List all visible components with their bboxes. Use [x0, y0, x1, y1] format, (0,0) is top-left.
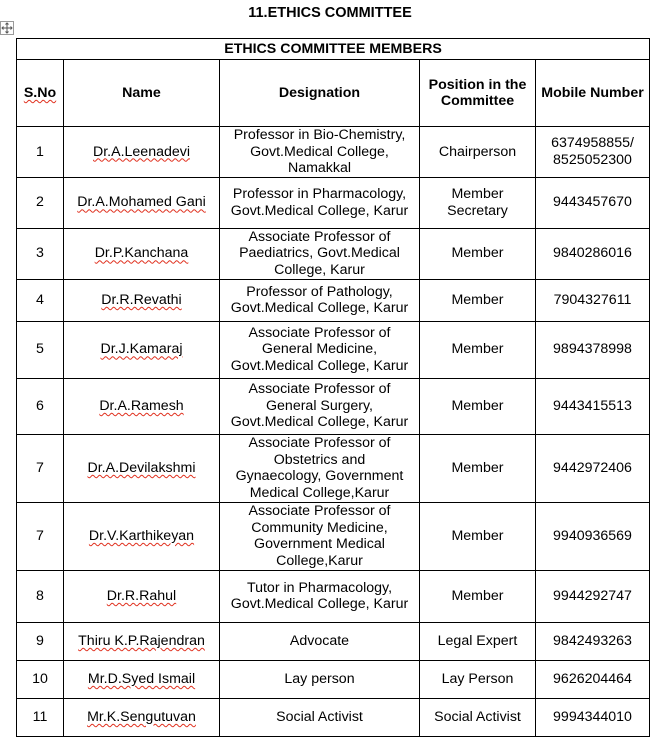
- header-mobile: Mobile Number: [536, 60, 650, 127]
- mobile-cell-line: 9944292747: [553, 587, 632, 604]
- position-cell-line: Member: [451, 587, 504, 604]
- mobile-cell-line: 9842493263: [553, 632, 632, 649]
- mobile-cell: [536, 378, 650, 434]
- designation-cell-line: College,Karur: [276, 552, 363, 569]
- table-caption: ETHICS COMMITTEE MEMBERS: [17, 39, 650, 60]
- mobile-cell-line: 9894378998: [553, 341, 632, 358]
- member-name: Dr.A.Leenadevi: [92, 143, 190, 160]
- mobile-cell-line: 6374958855/: [551, 135, 634, 152]
- position-cell-line: Member: [451, 186, 504, 202]
- position-cell-line: Member: [451, 291, 504, 308]
- designation-cell-line: Government Medical: [254, 536, 385, 552]
- mobile-cell: [536, 622, 650, 660]
- sno-cell: 7: [17, 502, 64, 570]
- sno-cell: 1: [17, 127, 64, 178]
- designation-cell: [220, 279, 420, 321]
- name-cell: [64, 177, 220, 228]
- mobile-cell: [536, 127, 650, 178]
- designation-cell-line: Govt.Medical College,: [250, 143, 389, 160]
- member-name: Dr.P.Kanchana: [94, 245, 189, 262]
- designation-cell-line: Medical College,Karur: [249, 484, 390, 501]
- designation-cell-line: Govt.Medical College, Karur: [230, 414, 409, 431]
- designation-cell-line: Gynaecology, Government: [235, 468, 404, 484]
- table-row: [17, 228, 650, 279]
- table-row: [17, 660, 650, 698]
- designation-cell: [220, 177, 420, 228]
- designation-cell-line: Professor of Pathology,: [246, 283, 393, 300]
- sno-cell: 10: [17, 660, 64, 698]
- sno-cell: 11: [17, 698, 64, 736]
- position-cell-line: Legal Expert: [437, 632, 518, 649]
- designation-cell-line: General Medicine,: [261, 341, 378, 358]
- position-cell-line: Social Activist: [434, 708, 521, 725]
- position-cell: [420, 177, 536, 228]
- designation-cell-line: Associate Professor of: [248, 324, 391, 341]
- name-cell: [64, 570, 220, 622]
- header-designation: Designation: [220, 60, 420, 127]
- table-row: [17, 127, 650, 178]
- sno-cell: 8: [17, 570, 64, 622]
- name-cell: [64, 321, 220, 378]
- ethics-committee-table: [16, 38, 650, 737]
- mobile-cell-line: 9442972406: [553, 459, 632, 476]
- table-row: [17, 502, 650, 570]
- mobile-cell: [536, 321, 650, 378]
- name-cell: [64, 378, 220, 434]
- table-row: [17, 279, 650, 321]
- mobile-cell-line: 9940936569: [553, 527, 632, 544]
- position-cell-line: Member: [451, 245, 504, 262]
- position-cell: [420, 279, 536, 321]
- mobile-cell: [536, 434, 650, 502]
- sno-cell: 4: [17, 279, 64, 321]
- position-cell: [420, 378, 536, 434]
- position-cell-line: Chairperson: [438, 143, 517, 160]
- position-cell: [420, 698, 536, 736]
- mobile-cell-line: 7904327611: [553, 291, 632, 308]
- header-name: Name: [64, 60, 220, 127]
- designation-cell: [220, 698, 420, 736]
- name-cell: [64, 660, 220, 698]
- designation-cell: [220, 660, 420, 698]
- name-cell: [64, 434, 220, 502]
- position-cell-line: Member: [451, 459, 504, 476]
- table-row: [17, 698, 650, 736]
- member-name: Dr.R.Revathi: [101, 291, 182, 308]
- mobile-cell: [536, 279, 650, 321]
- position-cell-line: Lay Person: [441, 670, 514, 687]
- designation-cell-line: Paediatrics, Govt.Medical: [239, 245, 400, 262]
- member-name: Dr.A.Ramesh: [99, 397, 184, 414]
- table-row: [17, 321, 650, 378]
- designation-cell-line: Tutor in Pharmacology,: [246, 579, 393, 596]
- position-cell: [420, 127, 536, 178]
- document-title: 11.ETHICS COMMITTEE: [248, 5, 412, 21]
- designation-cell-line: Community Medicine,: [251, 519, 388, 536]
- member-name: Dr.A.Mohamed Gani: [77, 194, 206, 211]
- mobile-cell: [536, 177, 650, 228]
- table-row: [17, 434, 650, 502]
- designation-cell: [220, 434, 420, 502]
- designation-cell-line: Social Activist: [276, 708, 363, 725]
- designation-cell-line: Govt.Medical College, Karur: [230, 202, 409, 219]
- position-cell: [420, 660, 536, 698]
- position-cell: [420, 502, 536, 570]
- designation-cell: [220, 570, 420, 622]
- mobile-cell: [536, 698, 650, 736]
- position-cell-line: Member: [451, 341, 504, 358]
- designation-cell-line: Associate Professor of: [248, 503, 391, 519]
- member-name: Mr.D.Syed Ismail: [87, 670, 196, 687]
- sno-cell: 7: [17, 434, 64, 502]
- member-name: Dr.R.Rahul: [106, 587, 177, 604]
- sno-cell: 9: [17, 622, 64, 660]
- mobile-cell-line: 9994344010: [553, 708, 632, 725]
- position-cell: [420, 434, 536, 502]
- name-cell: [64, 228, 220, 279]
- designation-cell-line: Professor in Bio-Chemistry,: [233, 127, 406, 143]
- table-row: [17, 378, 650, 434]
- move-icon[interactable]: [0, 21, 14, 35]
- table-row: [17, 570, 650, 622]
- header-position: Position in the Committee: [420, 60, 536, 127]
- sno-cell: 6: [17, 378, 64, 434]
- designation-cell-line: Obstetrics and: [273, 451, 366, 468]
- designation-cell-line: College, Karur: [274, 261, 365, 278]
- mobile-cell: [536, 228, 650, 279]
- designation-cell-line: Associate Professor of: [248, 228, 391, 245]
- table-row: [17, 622, 650, 660]
- designation-cell-line: Govt.Medical College, Karur: [230, 300, 409, 316]
- designation-cell: [220, 378, 420, 434]
- designation-cell-line: Advocate: [289, 632, 350, 649]
- sno-cell: 5: [17, 321, 64, 378]
- designation-cell-line: Associate Professor of: [248, 381, 391, 398]
- name-cell: [64, 502, 220, 570]
- designation-cell-line: Associate Professor of: [248, 435, 391, 451]
- name-cell: [64, 698, 220, 736]
- position-cell: [420, 321, 536, 378]
- designation-cell-line: General Surgery,: [266, 397, 373, 414]
- designation-cell-line: Govt.Medical College, Karur: [230, 596, 409, 612]
- designation-cell-line: Namakkal: [287, 160, 352, 176]
- designation-cell: [220, 127, 420, 178]
- designation-cell-line: Professor in Pharmacology,: [232, 186, 407, 202]
- position-cell-line: Member: [451, 397, 504, 414]
- designation-cell: [220, 228, 420, 279]
- member-name: Thiru K.P.Rajendran: [78, 632, 205, 649]
- header-sno: S.No: [17, 60, 64, 127]
- member-name: Dr.A.Devilakshmi: [87, 459, 196, 476]
- table-row: [17, 177, 650, 228]
- mobile-cell: [536, 502, 650, 570]
- mobile-cell-line: 9626204464: [553, 670, 632, 687]
- position-cell: [420, 228, 536, 279]
- mobile-cell-line: 8525052300: [553, 151, 632, 168]
- designation-cell: [220, 321, 420, 378]
- mobile-cell: [536, 660, 650, 698]
- name-cell: [64, 127, 220, 178]
- name-cell: [64, 622, 220, 660]
- position-cell-line: Secretary: [447, 202, 508, 219]
- designation-cell-line: Lay person: [284, 670, 355, 687]
- mobile-cell-line: 9443457670: [553, 194, 632, 211]
- member-name: Dr.V.Karthikeyan: [88, 527, 195, 544]
- member-name: Dr.J.Kamaraj: [100, 341, 183, 358]
- sno-cell: 2: [17, 177, 64, 228]
- position-cell: [420, 622, 536, 660]
- mobile-cell: [536, 570, 650, 622]
- position-cell: [420, 570, 536, 622]
- designation-cell-line: Govt.Medical College, Karur: [230, 357, 409, 374]
- designation-cell: [220, 502, 420, 570]
- designation-cell: [220, 622, 420, 660]
- mobile-cell-line: 9443415513: [553, 397, 632, 414]
- sno-cell: 3: [17, 228, 64, 279]
- name-cell: [64, 279, 220, 321]
- member-name: Mr.K.Sengutuvan: [87, 708, 196, 725]
- position-cell-line: Member: [451, 527, 504, 544]
- mobile-cell-line: 9840286016: [553, 245, 632, 262]
